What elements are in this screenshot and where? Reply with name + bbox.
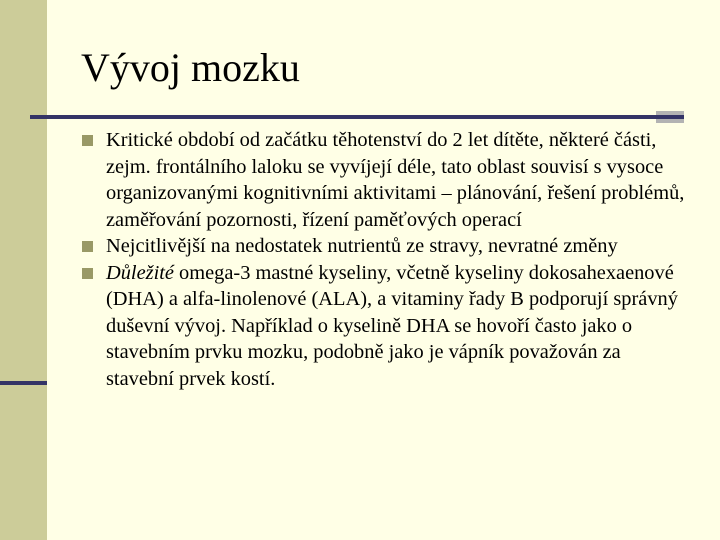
bullet-text xyxy=(106,129,684,231)
bullet-text xyxy=(106,235,618,257)
slide-title: Vývoj mozku xyxy=(81,45,300,90)
bullet-body: na nedostatek nutrientů ze stravy, nevratné změny xyxy=(205,235,618,257)
square-bullet-icon xyxy=(82,241,93,252)
square-bullet-icon xyxy=(82,135,93,146)
bullet-lead: Kritické xyxy=(106,129,173,151)
title-divider-accent xyxy=(656,111,684,123)
bullet-list xyxy=(82,127,692,392)
bullet-lead: Nejcitlivější xyxy=(106,235,206,257)
title-divider xyxy=(30,115,656,119)
bullet-item-important-nutrients xyxy=(82,260,692,393)
bullet-body: období od začátku těhotenství do 2 let dítěte, některé části, zejm. frontálního laloku se vyvíjejí déle, tato oblast souvisí s vysoce organizovanými kognitivními aktivitami – plánování, řešení problémů, zaměřování pozornosti, řízení paměťových operací xyxy=(106,129,685,231)
bullet-item-critical-period xyxy=(82,127,692,233)
square-bullet-icon xyxy=(82,268,93,279)
bullet-text xyxy=(106,262,678,390)
bullet-lead: Důležité xyxy=(106,261,174,284)
side-rule xyxy=(0,381,47,385)
bullet-body: omega-3 mastné kyseliny, včetně kyseliny dokosahexaenové (DHA) a alfa-linolenové (ALA), a vitaminy řady B podporují správný duševní vývoj. Například o kyselině DHA se hovoří často jako o stavebním prvku mozku, podobně jako je vápník považován za stavební prvek kostí. xyxy=(106,261,678,390)
side-band xyxy=(0,0,47,540)
bullet-item-most-sensitive xyxy=(82,233,692,260)
